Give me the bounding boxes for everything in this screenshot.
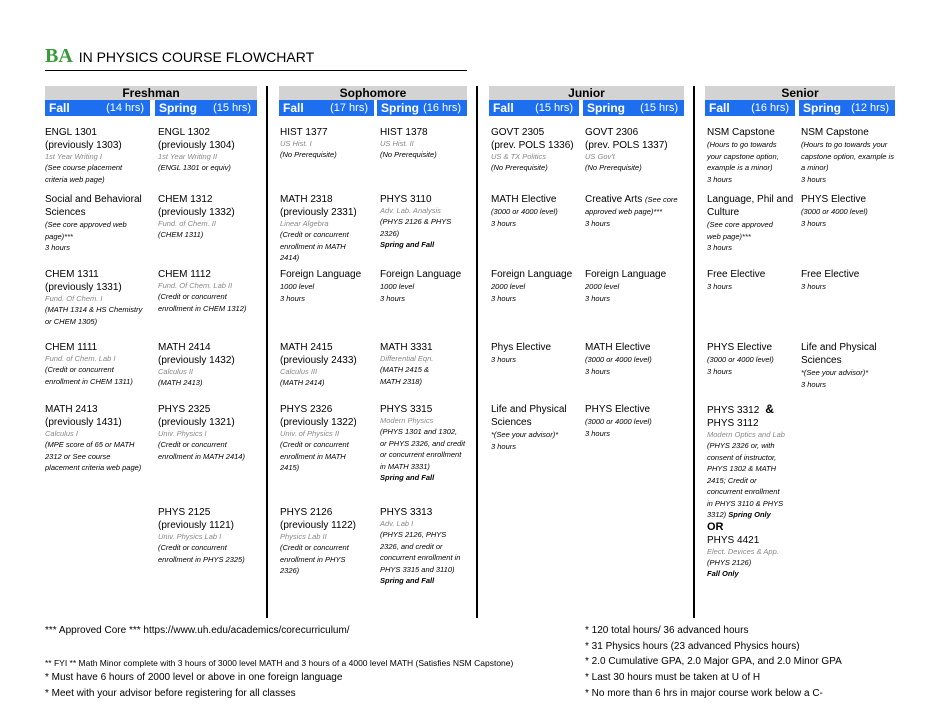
note-foreign-language: * Must have 6 hours of 2000 level or above in one foreign language [45,672,343,683]
course-alt-code: (previously 1321) [158,417,235,428]
course-requirement: web page)*** [707,231,751,241]
course-requirement: enrollment in MATH [280,241,346,251]
course-title: Differential Eqn. [380,354,434,363]
course-requirement: concurrent enrollment in [380,553,461,562]
course-requirement: consent of instructor, [707,452,777,462]
course-block [801,126,903,185]
course-code: PHYS 2326 [280,404,333,415]
course-code: Foreign Language [585,269,667,280]
ampersand: & [765,402,774,416]
course-block [707,126,809,185]
course-block [707,193,809,254]
course-title: US Gov't [585,152,615,161]
course-block [158,506,260,565]
course-block [158,268,260,314]
semester-hours: (14 hrs) [106,102,144,114]
course-requirement: 3 hours [707,366,733,376]
course-title: 1st Year Writing II [158,152,218,161]
course-requirement: (MATH 1314 & HS Chemistry [45,305,143,314]
course-requirement: approved web page)*** [585,207,663,216]
course-requirement: (PHYS 2126) [707,557,752,567]
course-alt-code: (previously 1122) [280,520,356,531]
course-requirement: 3 hours [585,366,611,376]
page-title [45,45,314,68]
sophomore-fall-bar [279,100,374,116]
course-title: Elect. Devices & App. [707,546,779,556]
course-code: Foreign Language [280,269,362,280]
course-block [45,341,147,387]
course-title: Adv. Lab I [380,519,414,528]
semester-hours: (12 hrs) [851,102,889,114]
course-alt-code: (previously 1332) [158,207,235,218]
course-block [158,341,260,389]
course-block [380,126,482,161]
course-block [491,403,593,452]
course-requirement: (No Prerequisite) [380,150,437,159]
course-requirement: 3 hours [801,379,827,389]
course-requirement: (Credit or concurrent [158,543,227,552]
course-requirement: criteria web page) [45,174,105,184]
note-total-hours: * 120 total hours/ 36 advanced hours [585,625,749,636]
note-approved-core: *** Approved Core *** https://www.uh.edu/academics/corecurriculum/ [45,625,350,636]
year-senior: Senior [705,86,895,100]
note-meet-advisor: * Meet with your advisor before registering for all classes [45,688,296,699]
course-code: PHYS 2126 [280,507,333,518]
course-requirement: (Credit or concurrent [45,365,114,374]
course-title: US & TX Politics [491,152,547,161]
course-requirement: 2326) [380,228,400,238]
course-requirement: enrollment in CHEM 1311) [45,376,133,386]
course-code: CHEM 1111 [45,342,98,353]
course-code: GOVT 2306 [585,127,639,138]
course-code: CHEM 1112 [158,269,211,280]
course-title: Univ. Physics Lab I [158,532,222,541]
course-block [280,506,382,577]
course-code: MATH Elective [585,342,651,353]
course-requirement: 3 hours [585,428,611,438]
course-alt-code: (previously 1303) [45,140,122,151]
course-alt-code: (prev. POLS 1337) [585,140,668,151]
course-block [585,403,687,439]
year-sophomore: Sophomore [279,86,467,100]
course-requirement: 3 hours [585,218,611,228]
course-requirement: 3 hours [45,243,71,252]
senior-spring-bar [799,100,895,116]
course-block [158,126,260,174]
course-requirement: 3 hours [491,293,517,303]
course-block [707,268,809,293]
course-alt-code: Sciences [491,417,532,428]
course-title: Fund. of Chem. II [158,219,216,228]
semester-label: Fall [49,101,70,115]
semester-label: Fall [709,101,730,115]
course-title: US Hist. II [380,139,414,148]
course-block [380,193,482,251]
term-offered: Fall Only [707,569,739,578]
course-alt-code: (previously 1432) [158,355,235,366]
course-block [585,126,687,174]
course-requirement: placement criteria web page) [45,463,142,472]
course-code: PHYS Elective [801,194,867,205]
course-requirement: (PHYS 2126, PHYS [380,530,447,539]
course-block [380,341,482,387]
course-requirement: (See core approved [707,220,773,229]
course-block [280,341,382,389]
note-grade-limit: * No more than 6 hrs in major course work below a C- [585,688,823,699]
course-alt-code: (prev. POLS 1336) [491,140,574,151]
course-block [585,341,687,377]
note-math-minor: ** FYI ** Math Minor complete with 3 hours of 3000 level MATH and 3 hours of a 4000 level MATH (Satisfies NSM Capstone) [45,658,514,668]
course-alt-code: (previously 1121) [158,520,234,531]
semester-hours: (17 hrs) [330,102,368,114]
divider-freshman-sophomore [266,86,268,618]
course-block [491,193,593,229]
course-title: Fund. Of Chem. I [45,294,103,303]
course-block [801,268,903,293]
semester-label: Spring [381,101,419,115]
course-block [801,193,903,229]
note-last-30-hours: * Last 30 hours must be taken at U of H [585,672,761,683]
course-code: PHYS 3110 [380,194,432,205]
course-requirement: (CHEM 1311) [158,230,204,239]
course-requirement: (No Prerequisite) [280,150,337,159]
course-code: MATH 2415 [280,342,333,353]
course-requirement: 2414) [280,253,300,262]
course-block [707,403,809,580]
course-requirement: (MPE score of 65 or MATH [45,440,135,449]
course-requirement: 3 hours [801,282,827,291]
course-alt-code: (previously 1431) [45,417,122,428]
course-alt-code: (previously 2331) [280,207,357,218]
course-requirement: (Credit or concurrent [158,440,227,449]
course-requirement: (PHYS 1301 and 1302, [380,427,458,436]
junior-fall-bar [489,100,579,116]
course-requirement: page)*** [45,231,73,241]
note-gpa: * 2.0 Cumulative GPA, 2.0 Major GPA, and 2.0 Minor GPA [585,656,842,667]
course-requirement: (See core approved web [45,220,127,229]
or-separator: OR [707,520,724,533]
course-requirement: or concurrent enrollment [380,450,462,459]
course-code: Foreign Language [491,269,573,280]
course-requirement: enrollment in CHEM 1312) [158,303,247,313]
course-requirement: 2415; Credit or [707,475,757,485]
semester-label: Fall [493,101,514,115]
course-title: Univ. of Physics II [280,429,340,438]
course-block [380,268,482,304]
course-requirement: PHYS 1302 & MATH [707,464,777,473]
requirement-tail: 3312) [707,510,727,519]
course-requirement: (MATH 2415 & [380,365,430,374]
course-requirement: (No Prerequisite) [585,163,642,172]
course-requirement: (Credit or concurrent [158,292,227,301]
course-title: Adv. Lab. Analysis [380,206,441,215]
semester-hours: (15 hrs) [535,102,573,114]
course-requirement: (No Prerequisite) [491,163,548,172]
course-code: Free Elective [801,269,860,280]
course-code: PHYS 3312 & [707,402,774,416]
course-requirement: *(See your advisor)* [801,368,869,377]
term-offered: Spring and Fall [380,576,435,585]
course-title: 1st Year Writing I [45,152,102,161]
course-block [380,506,482,587]
course-code: PHYS 3313 [380,507,433,518]
course-alt-code: PHYS 3112 [707,418,759,429]
course-block [45,126,147,185]
course-requirement: 3 hours [280,293,306,303]
course-requirement: (Credit or concurrent [280,230,349,239]
course-code: Phys Elective [491,342,552,353]
junior-spring-bar [583,100,684,116]
course-requirement: (Credit or concurrent [280,543,349,552]
title-rule [45,70,467,71]
semester-label: Spring [159,101,197,115]
course-block [491,126,593,174]
term-offered: Spring and Fall [380,240,435,249]
course-requirement: (ENGL 1301 or equiv) [158,163,231,172]
course-requirement: (3000 or 4000 level) [585,355,652,364]
course-requirement: 2000 level [491,282,526,291]
course-requirement: example is a minor) [707,163,773,172]
course-code: Language, Phil and [707,194,794,205]
freshman-spring-bar [155,100,257,116]
semester-hours: (16 hrs) [751,102,789,114]
course-requirement: (3000 or 4000 level) [707,355,774,364]
course-requirement: concurrent enrollment [707,487,780,496]
course-code: NSM Capstone [707,127,775,138]
course-requirement: (MATH 2413) [158,378,203,387]
course-requirement: 2000 level [585,282,620,291]
course-code: MATH 2414 [158,342,211,353]
course-code: ENGL 1302 [158,127,210,138]
course-requirement: (3000 or 4000 level) [491,207,558,216]
semester-hours: (15 hrs) [213,102,251,114]
course-code: ENGL 1301 [45,127,97,138]
course-code: NSM Capstone [801,127,869,138]
course-block [158,193,260,241]
course-block [585,268,687,304]
course-requirement: *(See your advisor)* [491,430,559,439]
course-requirement: 2415) [280,463,300,472]
course-requirement: (PHYS 2326 or, with [707,441,775,450]
course-requirement: 1000 level [280,282,315,291]
course-code: CHEM 1312 [158,194,213,205]
course-block [280,403,382,474]
course-code: Social and Behavioral [45,194,142,205]
course-title: Univ. Physics I [158,429,207,438]
course-requirement [707,509,809,521]
senior-fall-bar [705,100,795,116]
course-requirement: enrollment in MATH [280,451,346,461]
course-code: MATH 3331 [380,342,433,353]
term-offered: Spring Only [728,510,771,519]
course-requirement: 3 hours [491,218,517,228]
course-inline-note: (See core [645,195,678,204]
course-requirement: 3 hours [707,243,733,252]
ba-label: BA [45,45,73,67]
semester-label: Spring [803,101,841,115]
course-code: PHYS 2125 [158,507,211,518]
course-title: Calculus II [158,367,194,376]
course-title: Physics Lab II [280,532,327,541]
course-code: PHYS 2325 [158,404,211,415]
course-block [158,403,260,462]
course-alt-code: (previously 1304) [158,140,235,151]
course-requirement: enrollment in MATH 2414) [158,451,245,461]
course-requirement: capstone option, example is [801,151,894,161]
course-block [491,268,593,304]
course-requirement: or PHYS 2326, and credit [380,438,466,448]
course-requirement: 2312 or See course [45,451,111,461]
course-requirement: 3 hours [585,293,611,303]
course-requirement: enrollment in PHYS [280,554,346,564]
course-code: HIST 1377 [280,127,328,138]
course-requirement: or CHEM 1305) [45,316,98,326]
course-requirement: your capstone option, [707,151,779,161]
course-block [585,193,687,229]
course-block [801,341,903,390]
course-block [491,341,593,366]
course-block [45,193,147,254]
course-code: PHYS 4421 [707,534,760,546]
course-alt-code: Sciences [45,207,86,218]
course-block [380,403,482,484]
year-junior: Junior [489,86,684,100]
course-requirement: a minor) [801,163,829,172]
course-alt-code: Culture [707,207,740,218]
course-requirement: (3000 or 4000 level) [801,207,868,216]
note-physics-hours: * 31 Physics hours (23 advanced Physics hours) [585,641,800,652]
course-requirement: (PHYS 2126 & PHYS [380,217,452,226]
course-requirement: MATH 2318) [380,376,422,386]
course-requirement: (See course placement [45,163,123,172]
course-requirement: 3 hours [707,282,733,291]
course-code: PHYS 3315 [380,404,433,415]
course-block [45,403,147,474]
course-title: Fund. Of Chem. Lab II [158,281,233,290]
course-code: PHYS Elective [585,404,651,415]
course-requirement: 1000 level [380,282,415,291]
course-title: Modern Physics [380,416,434,425]
course-requirement: (Hours to go towards [707,140,777,149]
course-block [280,268,382,304]
course-code: MATH Elective [491,194,557,205]
course-title: Calculus I [45,429,78,438]
course-requirement: 3 hours [491,355,517,364]
course-requirement: enrollment in PHYS 2325) [158,554,245,564]
term-offered: Spring and Fall [380,473,435,482]
course-block [45,268,147,327]
title-text: IN PHYSICS COURSE FLOWCHART [78,49,315,65]
sophomore-spring-bar [377,100,467,116]
semester-hours: (15 hrs) [640,102,678,114]
semester-label: Spring [587,101,625,115]
course-code: Life and Physical [491,404,567,415]
course-requirement: (Hours to go towards your [801,140,888,149]
course-code: CHEM 1311 [45,269,99,280]
course-title: Calculus III [280,367,318,376]
course-block [280,126,382,161]
course-requirement: (MATH 2414) [280,378,325,387]
semester-hours: (16 hrs) [423,102,461,114]
course-block [707,341,809,377]
course-alt-code: (previously 1331) [45,282,122,293]
course-code: Creative Arts (See core [585,194,678,205]
course-code: MATH 2413 [45,404,98,415]
course-code: Foreign Language [380,269,462,280]
course-requirement: in PHYS 3110 & PHYS [707,498,784,508]
course-requirement: 3 hours [707,174,733,184]
semester-label: Fall [283,101,304,115]
course-title: Modern Optics and Lab [707,430,785,439]
course-code: HIST 1378 [380,127,428,138]
course-requirement: in MATH 3331) [380,461,430,471]
course-title: US Hist. I [280,139,312,148]
course-alt-code: (previously 2433) [280,355,357,366]
course-requirement: 2326) [280,566,300,575]
year-freshman: Freshman [45,86,257,100]
course-requirement: 3 hours [801,174,827,184]
course-alt-code: (previously 1322) [280,417,357,428]
course-code: Life and Physical [801,342,877,353]
divider-junior-senior [693,86,695,618]
course-code: PHYS Elective [707,342,773,353]
course-alt-code: Sciences [801,355,842,366]
course-requirement: PHYS 3315 and 3110) [380,564,455,574]
course-requirement: 3 hours [380,293,406,303]
course-block [280,193,382,264]
course-code: Free Elective [707,269,766,280]
course-requirement: 3 hours [491,441,517,451]
course-title: Linear Algebra [280,219,329,228]
course-requirement: (3000 or 4000 level) [585,417,652,426]
course-requirement: 3 hours [801,218,827,228]
course-code: MATH 2318 [280,194,333,205]
course-title: Fund. of Chem. Lab I [45,354,116,363]
course-requirement: (Credit or concurrent [280,440,349,449]
course-requirement: 2326, and credit or [380,541,443,551]
freshman-fall-bar [45,100,150,116]
course-code: GOVT 2305 [491,127,545,138]
